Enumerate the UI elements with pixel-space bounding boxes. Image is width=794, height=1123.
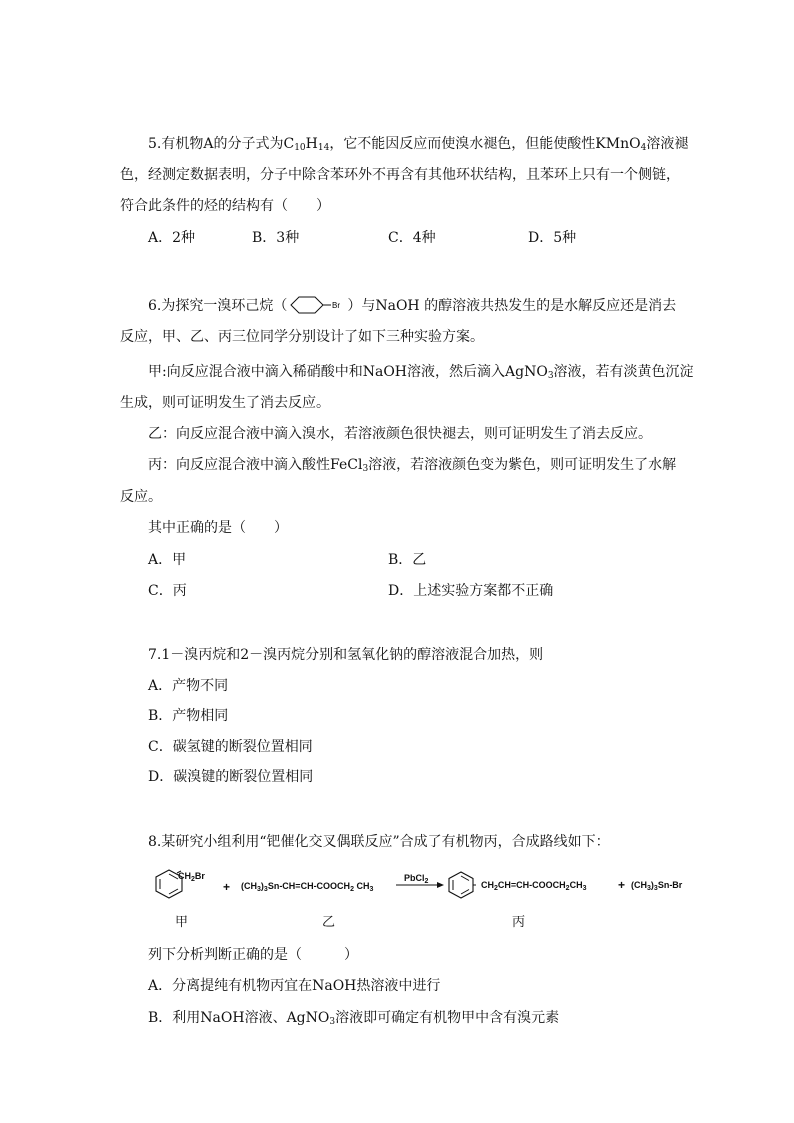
q7-option-d[interactable]: D．碳溴键的断裂位置相同 xyxy=(148,769,314,785)
jia-substituent: $CH_2Br$ xyxy=(178,871,205,883)
q5-line-3: 符合此条件的烃的结构有（ ） xyxy=(120,198,330,214)
q8-question: 列下分析判断正确的是（ ） xyxy=(148,947,358,963)
q8-stem: 8.某研究小组利用“钯催化交叉偶联反应”合成了有机物丙，合成路线如下： xyxy=(148,834,610,850)
reagent-yi: $(CH_3)_3Sn-CH=CH-COOCH_2$ $CH_3$ xyxy=(241,881,374,893)
q6-line-2: 反应，甲、乙、丙三位同学分别设计了如下三种实验方案。 xyxy=(120,329,484,345)
q7-option-c[interactable]: C．碳氢键的断裂位置相同 xyxy=(148,739,313,755)
q6-option-b[interactable]: B．乙 xyxy=(388,552,427,568)
q6-option-a[interactable]: A．甲 xyxy=(148,552,187,568)
bromine-label: Br xyxy=(332,301,341,310)
q5-option-d[interactable]: D．5种 xyxy=(528,230,577,246)
q6-yi-line: 乙：向反应混合液中滴入溴水，若溶液颜色很快褪去，则可证明发生了消去反应。 xyxy=(148,426,652,442)
q7-stem: 7.1－溴丙烷和2－溴丙烷分别和氢氧化钠的醇溶液混合加热，则 xyxy=(148,647,544,663)
label-yi: 乙 xyxy=(322,915,336,930)
q6-bing-line-1: 丙：向反应混合液中滴入酸性FeCl$_3$溶液，若溶液颜色变为紫色，则可证明发生了水解 xyxy=(148,457,677,474)
q6-line-1: 6.为探究一溴环己烷（ Br ）与NaOH 的醇溶液共热发生的是水解反应还是消去 xyxy=(148,294,676,316)
q6-option-d[interactable]: D．上述实验方案都不正确 xyxy=(388,583,554,599)
q8-option-b[interactable]: B．利用NaOH溶液、AgNO$_3$溶液即可确定有机物甲中含有溴元素 xyxy=(148,1010,560,1027)
benzene-ring-bing xyxy=(446,870,476,900)
reaction-arrow-icon xyxy=(396,881,444,889)
q6-jia-line-2: 生成，则可证明发生了消去反应。 xyxy=(120,395,330,411)
plus-sign-1: + xyxy=(223,880,231,894)
bromocyclohexane-structure xyxy=(287,294,347,316)
q8-option-a[interactable]: A．分离提纯有机物丙宜在NaOH热溶液中进行 xyxy=(148,978,441,994)
label-bing: 丙 xyxy=(512,915,526,930)
plus-sign-2: + xyxy=(618,878,626,892)
q7-option-b[interactable]: B．产物相同 xyxy=(148,708,229,724)
q6-option-c[interactable]: C．丙 xyxy=(148,583,187,599)
q7-option-a[interactable]: A．产物不同 xyxy=(148,678,229,694)
q5-line-2: 色，经测定数据表明，分子中除含苯环外不再含有其他环状结构，且苯环上只有一个侧链， xyxy=(120,167,680,183)
q5-line-1: 5.有机物A的分子式为$C_{10}H_{14}$，它不能因反应而使溴水褪色，但能使酸性KMnO$_4$溶液褪 xyxy=(148,136,689,153)
q6-jia-line-1: 甲:向反应混合液中滴入稀硝酸中和NaOH溶液，然后滴入AgNO$_3$溶液，若有淡黄色沉淀 xyxy=(148,364,694,381)
q5-option-b[interactable]: B．3种 xyxy=(252,230,300,246)
product-bing: $CH_2CH=CH-COOCH_2CH_3$ xyxy=(481,880,587,892)
q6-question: 其中正确的是（ ） xyxy=(148,520,288,536)
q5-option-a[interactable]: A．2种 xyxy=(148,230,196,246)
q5-option-c[interactable]: C．4种 xyxy=(388,230,436,246)
q6-bing-line-2: 反应。 xyxy=(120,489,162,505)
label-jia: 甲 xyxy=(175,915,189,930)
byproduct: $(CH_3)_3Sn-Br$ xyxy=(631,880,683,892)
catalyst-label: PbCl$_2$ xyxy=(404,873,429,885)
